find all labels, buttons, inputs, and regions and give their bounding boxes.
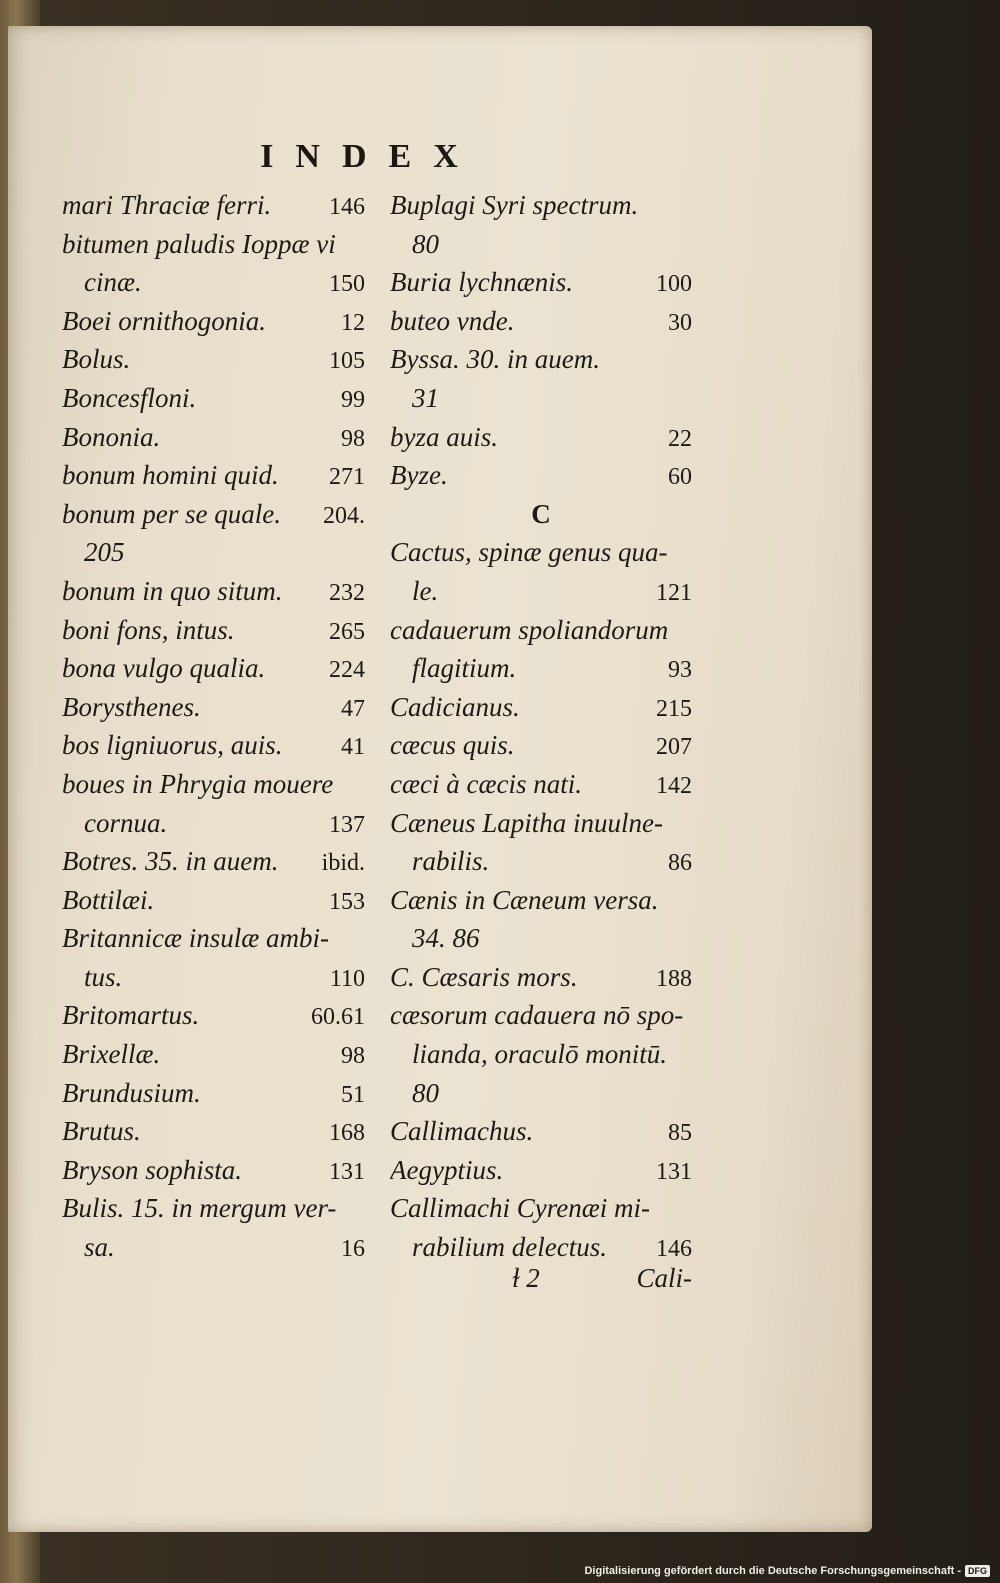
index-entry	[62, 765, 365, 804]
index-entry-text: lianda, oraculō monitū.	[412, 1039, 667, 1070]
index-entry	[62, 1035, 365, 1074]
index-entry-text: cadauerum spoliandorum	[390, 614, 669, 645]
index-entry-text: bos ligniuorus, auis.	[62, 730, 283, 761]
index-entry-text: Brundusium.	[62, 1077, 201, 1108]
index-entry-page-number: 60	[668, 464, 692, 491]
index-entry-text: Borysthenes.	[62, 691, 201, 722]
index-entry-page-number: 146	[656, 1236, 692, 1263]
index-entry-text: 80	[412, 1077, 439, 1108]
index-entry	[390, 379, 692, 418]
index-entry	[62, 958, 365, 997]
index-entry-page-number: 22	[668, 425, 692, 452]
index-column-left	[62, 186, 365, 1267]
index-entry	[390, 765, 692, 804]
page-header: INDEX	[260, 138, 480, 175]
index-entry	[62, 804, 365, 843]
index-entry-text: C	[531, 498, 551, 529]
index-entry-page-number: 232	[329, 579, 365, 606]
index-entry-text: Cænis in Cæneum versa.	[390, 884, 659, 915]
index-entry	[62, 340, 365, 379]
index-entry	[62, 919, 365, 958]
index-entry	[62, 263, 365, 302]
index-entry	[390, 919, 692, 958]
index-entry	[62, 533, 365, 572]
index-entry-text: 34. 86	[412, 923, 480, 954]
index-entry-page-number: 93	[668, 657, 692, 684]
index-entry	[390, 1074, 692, 1113]
index-entry-text: Britannicæ insulæ ambi-	[62, 923, 330, 954]
index-entry-page-number: 137	[329, 811, 365, 838]
index-entry	[62, 225, 365, 264]
index-entry	[62, 688, 365, 727]
index-entry-page-number: 12	[341, 309, 365, 336]
index-entry	[390, 958, 692, 997]
index-entry-text: Britomartus.	[62, 1000, 200, 1031]
index-entry-text: Cadicianus.	[390, 691, 520, 722]
index-entry-page-number: ibid.	[321, 850, 365, 877]
catchword: Cali-	[636, 1263, 692, 1293]
index-entry	[390, 1189, 692, 1228]
index-entry-text: boni fons, intus.	[62, 614, 235, 645]
signature-mark: ɫ 2	[512, 1263, 540, 1293]
index-entry	[390, 1112, 692, 1151]
index-entry	[390, 1228, 692, 1267]
page-footer	[512, 1263, 692, 1294]
index-entry-text: buteo vnde.	[390, 305, 515, 336]
index-entry	[62, 456, 365, 495]
index-entry	[62, 302, 365, 341]
index-entry-page-number: 131	[656, 1158, 692, 1185]
index-entry-text: bonum homini quid.	[62, 460, 279, 491]
index-entry-text: bonum per se quale.	[62, 498, 281, 529]
index-entry	[390, 881, 692, 920]
index-entry	[62, 611, 365, 650]
index-entry	[62, 495, 365, 534]
index-entry-text: byza auis.	[390, 421, 498, 452]
index-entry	[62, 418, 365, 457]
index-entry-text: Botres. 35. in auem.	[62, 846, 279, 877]
index-entry-text: Brixellæ.	[62, 1039, 161, 1070]
index-entry-text: sa.	[84, 1232, 115, 1263]
index-entry-page-number: 142	[656, 772, 692, 799]
index-entry-text: cæsorum cadauera nō spo-	[390, 1000, 684, 1031]
index-entry-text: Buplagi Syri spectrum.	[390, 190, 639, 220]
index-entry-page-number: 85	[668, 1120, 692, 1147]
index-entry-page-number: 60.61	[311, 1004, 365, 1031]
index-entry-text: Byssa. 30. in auem.	[390, 344, 600, 375]
index-entry-text: tus.	[84, 961, 123, 992]
index-entry-text: Callimachus.	[390, 1116, 534, 1147]
index-entry-text: Bottilæi.	[62, 884, 155, 915]
index-entry-page-number: 224	[329, 657, 365, 684]
index-entry-text: Byze.	[390, 460, 448, 491]
index-column-right	[390, 186, 692, 1267]
index-entry	[390, 302, 692, 341]
index-entry-text: 205	[84, 537, 125, 568]
index-entry-page-number: 41	[341, 734, 365, 761]
index-entry-text: Bulis. 15. in mergum ver-	[62, 1193, 337, 1224]
index-entry-page-number: 98	[341, 1043, 365, 1070]
index-entry-page-number: 131	[329, 1158, 365, 1185]
index-entry	[62, 996, 365, 1035]
index-entry	[62, 186, 365, 225]
index-entry-page-number: 153	[329, 888, 365, 915]
index-entry-text: cæci à cæcis nati.	[390, 768, 582, 799]
index-entry-page-number: 150	[329, 271, 365, 298]
index-entry-page-number: 271	[329, 464, 365, 491]
index-entry-page-number: 47	[341, 695, 365, 722]
index-entry-text: Buria lychnænis.	[390, 267, 573, 298]
index-entry-text: bonum in quo situm.	[62, 575, 283, 606]
index-entry	[62, 1112, 365, 1151]
index-entry-text: cornua.	[84, 807, 168, 838]
index-entry	[390, 456, 692, 495]
dfg-logo-icon: DFG	[965, 1565, 990, 1577]
index-entry-page-number: 207	[656, 734, 692, 761]
index-entry	[390, 418, 692, 457]
index-entry-page-number: 215	[656, 695, 692, 722]
index-entry	[390, 688, 692, 727]
index-entry-text: 31	[412, 382, 439, 413]
index-entry	[390, 186, 692, 225]
index-entry	[62, 1228, 365, 1267]
index-entry-text: Bolus.	[62, 344, 131, 375]
index-entry-text: Bononia.	[62, 421, 161, 452]
index-entry-page-number: 86	[668, 850, 692, 877]
index-entry-text: bona vulgo qualia.	[62, 653, 266, 684]
index-entry-page-number: 146	[329, 194, 365, 220]
index-entry-text: Bryson sophista.	[62, 1154, 243, 1185]
index-entry	[390, 225, 692, 264]
index-entry	[62, 649, 365, 688]
index-entry-text: Boncesfloni.	[62, 382, 197, 413]
index-entry	[390, 842, 692, 881]
index-entry-text: Aegyptius.	[390, 1154, 504, 1185]
index-entry	[62, 726, 365, 765]
index-entry-page-number: 204.	[323, 502, 365, 529]
index-entry-page-number: 265	[329, 618, 365, 645]
index-entry-page-number: 98	[341, 425, 365, 452]
index-entry-text: 80	[412, 228, 439, 259]
index-entry-text: cinæ.	[84, 267, 142, 298]
index-entry-text: le.	[412, 575, 439, 606]
index-entry-text: rabilis.	[412, 846, 490, 877]
index-entry	[390, 611, 692, 650]
index-entry-text: cæcus quis.	[390, 730, 515, 761]
index-entry	[62, 379, 365, 418]
index-entry	[390, 1035, 692, 1074]
index-entry-page-number: 188	[656, 965, 692, 992]
index-entry-text: mari Thraciæ ferri.	[62, 190, 272, 220]
index-entry-page-number: 110	[329, 965, 365, 992]
index-entry-page-number: 105	[329, 348, 365, 375]
index-entry-text: Brutus.	[62, 1116, 141, 1147]
index-entry	[62, 1151, 365, 1190]
index-entry-page-number: 168	[329, 1120, 365, 1147]
digitization-credit	[584, 1565, 990, 1577]
index-entry	[62, 572, 365, 611]
index-entry	[390, 726, 692, 765]
index-entry-text: Callimachi Cyrenæi mi-	[390, 1193, 650, 1224]
index-entry-text: Cæneus Lapitha inuulne-	[390, 807, 664, 838]
index-entry-page-number: 16	[341, 1236, 365, 1263]
index-entry	[62, 842, 365, 881]
index-entry-page-number: 121	[656, 579, 692, 606]
index-entry	[390, 1151, 692, 1190]
index-entry	[390, 649, 692, 688]
index-entry	[390, 996, 692, 1035]
index-entry	[390, 495, 692, 534]
index-entry-text: Cactus, spinæ genus qua-	[390, 537, 668, 568]
index-entry-text: bitumen paludis Ioppæ vi	[62, 228, 336, 259]
index-entry-text: boues in Phrygia mouere	[62, 768, 334, 799]
index-entry	[62, 1189, 365, 1228]
index-entry-text: rabilium delectus.	[412, 1232, 607, 1263]
credit-text: Digitalisierung gefördert durch die Deutsche Forschungsgemeinschaft -	[584, 1565, 961, 1577]
index-entry-text: flagitium.	[412, 653, 517, 684]
index-entry	[390, 533, 692, 572]
index-entry	[390, 572, 692, 611]
index-entry-text: C. Cæsaris mors.	[390, 961, 578, 992]
index-entry	[62, 1074, 365, 1113]
index-entry-page-number: 30	[668, 309, 692, 336]
index-entry-text: Boei ornithogonia.	[62, 305, 266, 336]
index-entry	[390, 340, 692, 379]
index-entry	[62, 881, 365, 920]
index-entry	[390, 804, 692, 843]
index-entry-page-number: 99	[341, 386, 365, 413]
index-entry-page-number: 100	[656, 271, 692, 298]
index-entry	[390, 263, 692, 302]
index-entry-page-number: 51	[341, 1081, 365, 1108]
